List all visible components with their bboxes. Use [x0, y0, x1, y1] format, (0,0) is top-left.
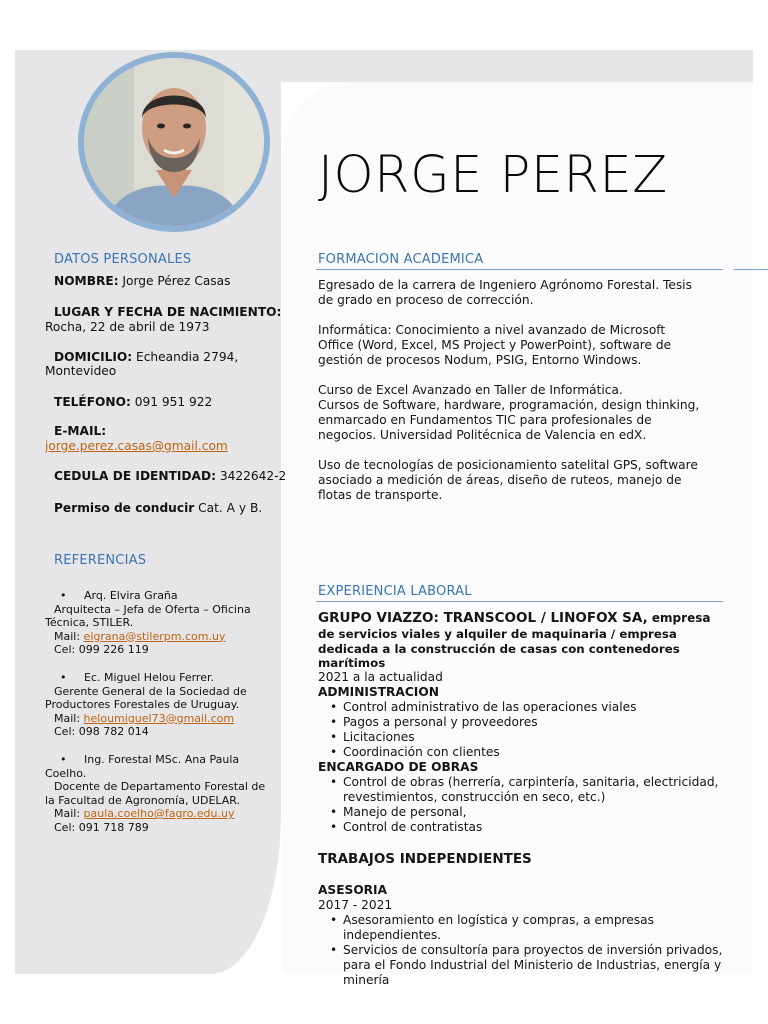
reference-item — [45, 671, 280, 739]
company-desc-line: dedicada a la construcción de casas con contenedores — [318, 642, 680, 656]
list-item: • Asesoramiento en logística y compras, a empresas independientes. — [343, 913, 728, 943]
education-line: de grado en proceso de corrección. — [318, 293, 534, 307]
telefono-label: TELÉFONO: — [54, 395, 131, 409]
personal-domicilio — [54, 350, 238, 365]
list-item: • Servicios de consultoría para proyectos de inversión privados, para el Fondo Industrial del Ministerio de Industrias, energía y minería — [343, 943, 728, 988]
education-line: asociado a medición de áreas, diseño de ruteos, manejo de — [318, 473, 682, 487]
role-title: ENCARGADO DE OBRAS — [318, 760, 479, 774]
experience-divider — [316, 601, 723, 602]
reference-item — [45, 589, 280, 657]
role-list — [318, 775, 723, 835]
reference-desc-1: Gerente General de la Sociedad de — [54, 684, 247, 698]
lugar-value: Rocha, 22 de abril de 1973 — [45, 320, 210, 334]
nombre-value: Jorge Pérez Casas — [118, 274, 231, 288]
list-item: • Control administrativo de las operaciones viales — [343, 700, 743, 715]
personal-nombre — [54, 274, 230, 289]
reference-name: Ec. Miguel Helou Ferrer. — [83, 671, 214, 684]
reference-mail-label: Mail: — [54, 629, 84, 643]
role-title: ADMINISTRACION — [318, 685, 439, 699]
personal-email-value-row — [45, 439, 228, 454]
experience-section-title: EXPERIENCIA LABORAL — [318, 584, 472, 599]
personal-email-label-row — [54, 424, 106, 439]
reference-name-row — [45, 671, 280, 685]
list-item: • Licitaciones — [343, 730, 743, 745]
company-desc-line: de servicios viales y alquiler de maquinaria / empresa — [318, 627, 677, 641]
education-line: Curso de Excel Avanzado en Taller de Informática. — [318, 383, 623, 397]
reference-cel: Cel: 091 718 789 — [54, 820, 149, 834]
reference-desc-1: Arquitecta – Jefa de Oferta – Oficina — [54, 602, 251, 616]
freelance-period: 2017 - 2021 — [318, 898, 393, 912]
education-paragraph — [318, 383, 738, 443]
reference-name-2: Coelho. — [45, 766, 87, 780]
list-item: • Control de obras (herrería, carpintería, sanitaria, electricidad, revestimientos, construcción en seco, etc.) — [343, 775, 723, 805]
freelance-role: ASESORIA — [318, 883, 388, 897]
reference-cel: Cel: 098 782 014 — [54, 725, 149, 738]
cedula-value: 3422642-2 — [215, 469, 287, 483]
education-paragraph — [318, 458, 738, 503]
education-line: Egresado de la carrera de Ingeniero Agrónomo Forestal. Tesis — [318, 278, 692, 292]
education-line: flotas de transporte. — [318, 488, 443, 502]
reference-mail-row — [45, 630, 280, 644]
education-block — [318, 278, 738, 503]
candidate-name: JORGE PEREZ — [318, 146, 668, 205]
personal-permiso — [54, 501, 262, 516]
domicilio-value-1: Echeandia 2794, — [132, 350, 239, 364]
education-line: gestión de procesos Nodum, PSIG, Entorno Windows. — [318, 353, 642, 367]
personal-lugar-label-row — [54, 305, 281, 320]
main-panel — [282, 82, 753, 974]
domicilio-value-2: Montevideo — [45, 364, 117, 378]
reference-name: Arq. Elvira Graña — [83, 589, 178, 602]
reference-mail-label: Mail: — [54, 807, 84, 820]
telefono-value: 091 951 922 — [130, 395, 213, 409]
profile-portrait-image — [84, 58, 264, 226]
email-label: E-MAIL: — [54, 424, 107, 438]
reference-name: Ing. Forestal MSc. Ana Paula — [83, 753, 240, 766]
list-item: • Pagos a personal y proveedores — [343, 715, 743, 730]
list-item: • Coordinación con clientes — [343, 745, 743, 760]
reference-mail-row — [45, 712, 280, 726]
company-name: GRUPO VIAZZO: TRANSCOOL / LINOFOX SA, — [318, 610, 648, 626]
education-line: Informática: Conocimiento a nivel avanzado de Microsoft — [318, 323, 666, 337]
permiso-label: Permiso de conducir — [54, 501, 195, 515]
cedula-label: CEDULA DE IDENTIDAD: — [54, 469, 216, 483]
references-section-title: REFERENCIAS — [54, 553, 147, 568]
freelance-title: TRABAJOS INDEPENDIENTES — [318, 851, 532, 867]
company-row — [318, 610, 743, 627]
education-section-title: FORMACION ACADEMICA — [318, 252, 484, 267]
list-item: • Manejo de personal, — [343, 805, 723, 820]
personal-cedula — [54, 469, 286, 484]
profile-photo — [84, 58, 264, 226]
education-divider — [316, 269, 723, 270]
reference-name-row — [45, 589, 280, 603]
reference-mail-row — [45, 807, 280, 821]
reference-cel: Cel: 099 226 119 — [54, 643, 149, 656]
reference-desc-2: Productores Forestales de Uruguay. — [45, 698, 240, 711]
role-list — [318, 700, 743, 760]
education-line: Uso de tecnologías de posicionamiento satelital GPS, software — [318, 458, 698, 472]
nombre-label: NOMBRE: — [54, 274, 119, 288]
permiso-value: Cat. A y B. — [194, 501, 263, 515]
reference-name-row — [45, 753, 280, 767]
reference-mail-link[interactable]: paula.coelho@fagro.edu.uy — [83, 807, 235, 820]
bullet-icon: • — [60, 589, 67, 602]
reference-mail-link[interactable]: heloumiguel73@gmail.com — [83, 711, 235, 725]
company-desc-line: marítimos — [318, 656, 386, 670]
freelance-block — [318, 851, 728, 988]
education-paragraph — [318, 323, 738, 368]
freelance-list — [318, 913, 728, 988]
education-line: Cursos de Software, hardware, programación, design thinking, — [318, 398, 700, 412]
reference-item — [45, 753, 280, 834]
list-item: • Control de contratistas — [343, 820, 723, 835]
reference-desc-2: Técnica, STILER. — [45, 616, 134, 629]
education-paragraph — [318, 278, 738, 308]
domicilio-label: DOMICILIO: — [54, 350, 133, 364]
education-line: negocios. Universidad Politécnica de Valencia en edX. — [318, 428, 647, 442]
email-link[interactable]: jorge.perez.casas@gmail.com — [45, 439, 228, 453]
education-line: enmarcado en Fundamentos TIC para profesionales de — [318, 413, 652, 427]
personal-section-title: DATOS PERSONALES — [54, 252, 192, 267]
education-line: Office (Word, Excel, MS Project y PowerPoint), software de — [318, 338, 672, 352]
education-divider-tail — [734, 269, 768, 270]
reference-mail-link[interactable]: elgrana@stilerpm.com.uy — [83, 629, 226, 643]
company-name-tail: empresa — [647, 611, 711, 625]
bullet-icon: • — [60, 753, 67, 766]
reference-desc-2: la Facultad de Agronomía, UDELAR. — [45, 793, 241, 807]
personal-telefono — [54, 395, 212, 410]
experience-block — [318, 610, 743, 835]
lugar-label: LUGAR Y FECHA DE NACIMIENTO: — [54, 305, 282, 319]
reference-desc-1: Docente de Departamento Forestal de — [54, 780, 266, 793]
bullet-icon: • — [60, 671, 67, 684]
experience-period: 2021 a la actualidad — [318, 670, 443, 684]
reference-mail-label: Mail: — [54, 711, 84, 725]
